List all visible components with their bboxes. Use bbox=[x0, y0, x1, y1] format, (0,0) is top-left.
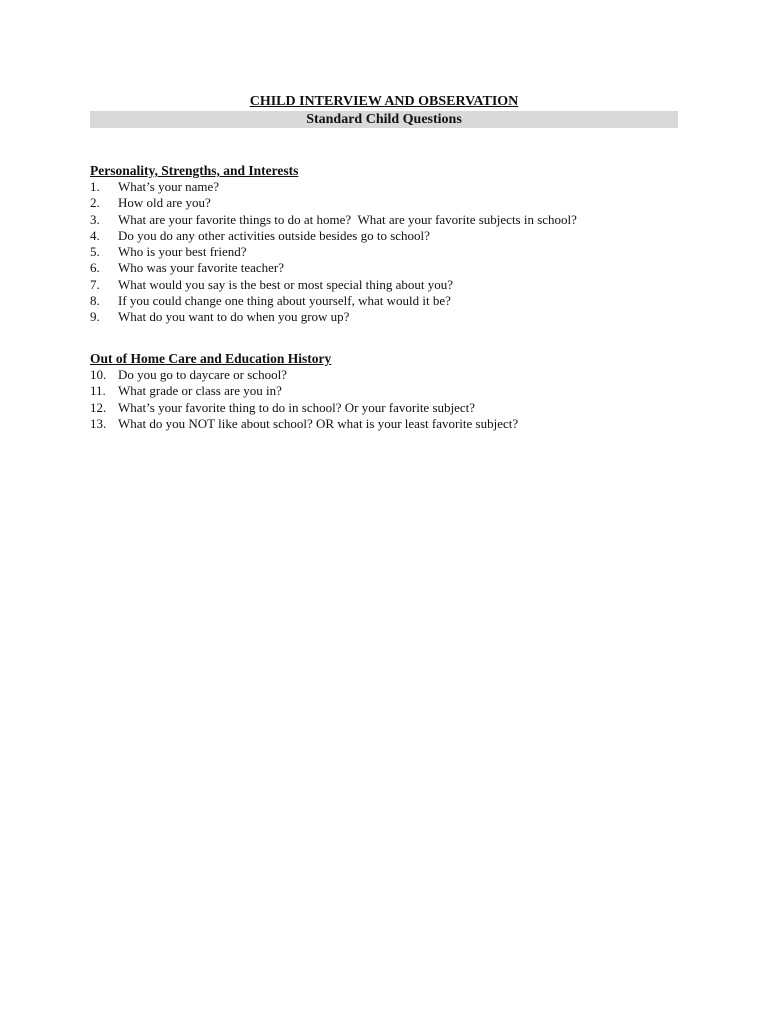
section-heading: Out of Home Care and Education History bbox=[90, 351, 332, 366]
question-text: What’s your name? bbox=[118, 179, 220, 194]
question-item bbox=[90, 244, 690, 260]
question-text: Who is your best friend? bbox=[118, 244, 247, 260]
section-heading: Personality, Strengths, and Interests bbox=[90, 163, 299, 178]
question-item bbox=[90, 228, 690, 244]
question-number: 13. bbox=[90, 415, 107, 431]
question-text: What do you want to do when you grow up? bbox=[118, 309, 350, 325]
question-item bbox=[90, 179, 690, 195]
question-number: 4. bbox=[90, 227, 100, 243]
section-personality-strengths-interests bbox=[90, 162, 690, 326]
question-number: 7. bbox=[90, 276, 100, 292]
question-text: What grade or class are you in? bbox=[118, 383, 282, 399]
question-number: 1. bbox=[90, 179, 100, 194]
question-number: 10. bbox=[90, 367, 107, 382]
question-text: Do you go to daycare or school? bbox=[118, 367, 287, 382]
question-number: 3. bbox=[90, 211, 100, 227]
question-item bbox=[90, 367, 690, 383]
question-item bbox=[90, 416, 690, 432]
question-text: Who was your favorite teacher? bbox=[118, 260, 285, 276]
document-subtitle: Standard Child Questions bbox=[90, 111, 678, 128]
question-text: Do you do any other activities outside besides go to school? bbox=[118, 227, 430, 243]
question-number: 8. bbox=[90, 293, 100, 309]
question-number: 5. bbox=[90, 244, 100, 260]
question-text: What do you NOT like about school? OR what is your least favorite subject? bbox=[118, 415, 519, 431]
question-text: If you could change one thing about yourself, what would it be? bbox=[118, 293, 451, 309]
question-item bbox=[90, 277, 690, 293]
question-list bbox=[90, 179, 690, 326]
question-item bbox=[90, 260, 690, 276]
question-list bbox=[90, 367, 690, 432]
question-text: What would you say is the best or most special thing about you? bbox=[118, 276, 454, 292]
question-text: What are your favorite things to do at home? What are your favorite subjects in school? bbox=[118, 211, 577, 227]
question-item bbox=[90, 212, 690, 228]
question-item bbox=[90, 383, 690, 399]
question-number: 11. bbox=[90, 383, 106, 399]
question-item bbox=[90, 400, 690, 416]
question-item bbox=[90, 195, 690, 211]
section-out-of-home-care-education-history bbox=[90, 350, 690, 432]
question-item bbox=[90, 309, 690, 325]
question-item bbox=[90, 293, 690, 309]
question-text: What’s your favorite thing to do in school? Or your favorite subject? bbox=[118, 399, 476, 415]
question-number: 2. bbox=[90, 195, 100, 211]
document-title: CHILD INTERVIEW AND OBSERVATION bbox=[249, 94, 519, 109]
question-number: 9. bbox=[90, 309, 100, 325]
question-number: 12. bbox=[90, 399, 107, 415]
question-text: How old are you? bbox=[118, 195, 211, 211]
question-number: 6. bbox=[90, 260, 100, 276]
